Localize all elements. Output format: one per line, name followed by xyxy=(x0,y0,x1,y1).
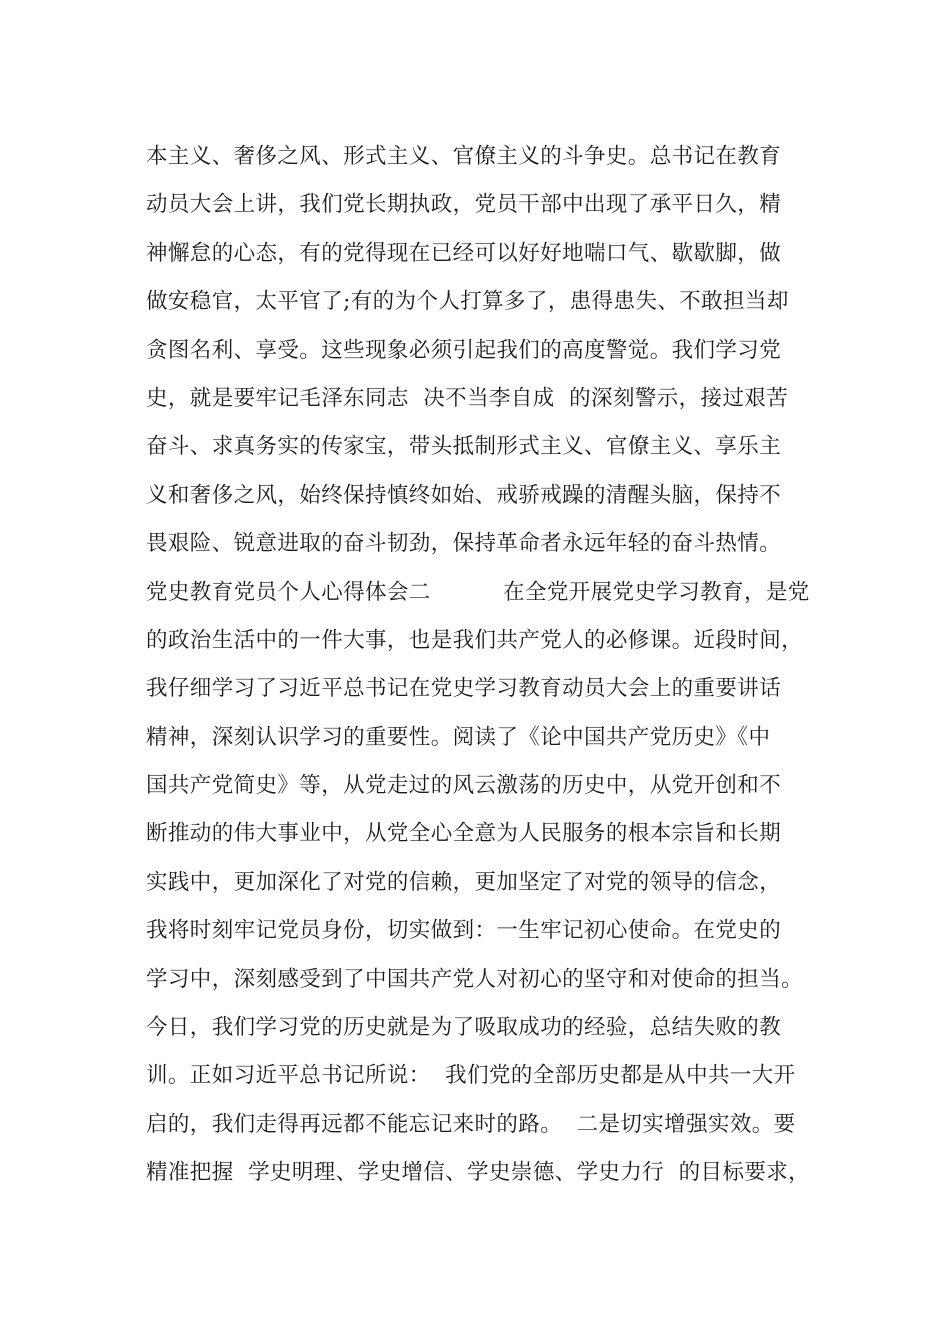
text-line: 畏艰险、锐意进取的奋斗韧劲，保持革命者永远年轻的奋斗热情。 xyxy=(146,531,782,557)
text-line: 做安稳官，太平官了;有的为个人打算多了，患得患失、不敢担当却 xyxy=(146,289,789,315)
text-line: 训。正如习近平总书记所说： 我们党的全部历史都是从中共一大开 xyxy=(146,1063,796,1089)
text-line: 精准把握 学史明理、学史增信、学史崇德、学史力行 的目标要求， xyxy=(146,1160,811,1186)
text-line: 动员大会上讲，我们党长期执政，党员干部中出现了承平日久，精 xyxy=(146,192,782,218)
text-line: 实践中，更加深化了对党的信赖，更加坚定了对党的领导的信念， xyxy=(146,869,782,895)
text-line: 精神，深刻认识学习的重要性。阅读了《论中国共产党历史》《中 xyxy=(146,724,771,750)
text-line: 奋斗、求真务实的传家宝，带头抵制形式主义、官僚主义、享乐主 xyxy=(146,434,782,460)
section-heading-line: 党史教育党员个人心得体会二 在全党开展党史学习教育，是党 xyxy=(146,579,810,605)
text-line: 学习中，深刻感受到了中国共产党人对初心的坚守和对使命的担当。 xyxy=(146,966,804,992)
text-line: 我将时刻牢记党员身份，切实做到：一生牢记初心使命。在党史的 xyxy=(146,918,782,944)
text-line: 史，就是要牢记毛泽东同志 决不当李自成 的深刻警示，接过艰苦 xyxy=(146,385,789,411)
text-line: 今日，我们学习党的历史就是为了吸取成功的经验，总结失败的教 xyxy=(146,1015,782,1041)
text-line: 国共产党简史》等，从党走过的风云激荡的历史中，从党开创和不 xyxy=(146,773,782,799)
text-line: 贪图名利、享受。这些现象必须引起我们的高度警觉。我们学习党 xyxy=(146,337,782,363)
text-line: 我仔细学习了习近平总书记在党史学习教育动员大会上的重要讲话 xyxy=(146,676,782,702)
text-line: 本主义、奢侈之风、形式主义、官僚主义的斗争史。总书记在教育 xyxy=(146,144,782,169)
text-line: 神懈怠的心态，有的党得现在已经可以好好地喘口气、歇歇脚，做 xyxy=(146,240,782,266)
text-line: 断推动的伟大事业中，从党全心全意为人民服务的根本宗旨和长期 xyxy=(146,821,782,847)
text-line: 义和奢侈之风，始终保持慎终如始、戒骄戒躁的清醒头脑，保持不 xyxy=(146,482,782,508)
text-line: 的政治生活中的一件大事，也是我们共产党人的必修课。近段时间， xyxy=(146,627,804,653)
text-line: 启的，我们走得再远都不能忘记来时的路。 二是切实增强实效。要 xyxy=(146,1111,796,1137)
body-text xyxy=(146,133,846,1198)
